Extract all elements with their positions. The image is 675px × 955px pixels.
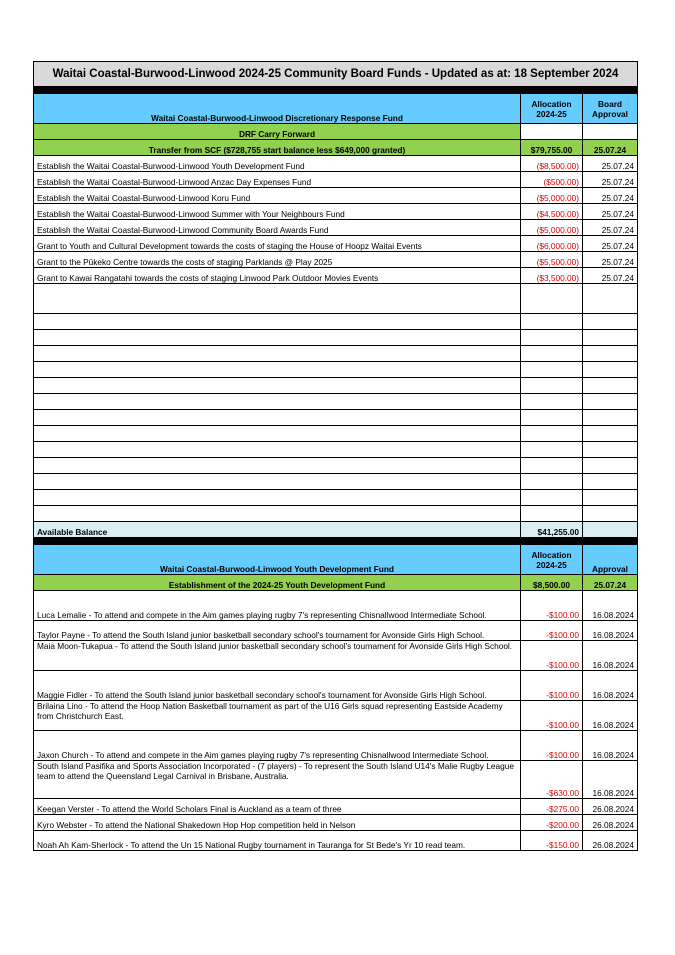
drf-row-desc: Grant to the Pūkeko Centre towards the costs of staging Parklands @ Play 2025 [34,252,521,268]
ydf-establish-label: Establishment of the 2024-25 Youth Development Fund [34,575,521,591]
drf-row-desc: Establish the Waitai Coastal-Burwood-Linwood Koru Fund [34,188,521,204]
blank-row [34,410,638,426]
drf-row-desc: Establish the Waitai Coastal-Burwood-Linwood Anzac Day Expenses Fund [34,172,521,188]
blank-row [34,490,638,506]
ydf-row-amount: -$100.00 [521,701,583,731]
blank-row [34,346,638,362]
ydf-row-desc: Brilaina Lino - To attend the Hoop Nation Basketball tournament as part of the U16 Girls squad representing Eastside Academy from Christchurch East. [34,701,521,731]
separator [34,87,638,94]
ydf-row-amount: -$100.00 [521,641,583,671]
drf-row [34,204,638,220]
ydf-alloc-label: Allocation 2024-25 [521,545,583,575]
funds-sheet [33,61,637,851]
ydf-row-date: 16.08.2024 [583,761,638,799]
ydf-row-amount: -$100.00 [521,621,583,641]
drf-available-label: Available Balance [34,522,521,538]
drf-row [34,252,638,268]
ydf-approval-label: Approval [583,545,638,575]
blank-row [34,314,638,330]
blank-row [34,442,638,458]
ydf-row [34,815,638,831]
blank-row [34,378,638,394]
ydf-row-date: 26.08.2024 [583,831,638,851]
ydf-row-date: 26.08.2024 [583,799,638,815]
drf-row-desc: Grant to Youth and Cultural Development towards the costs of staging the House of Hoopz Waitai Events [34,236,521,252]
drf-alloc-label: Allocation 2024-25 [521,94,583,124]
drf-row [34,268,638,284]
ydf-row-desc: Maggie Fidler - To attend the South Island junior basketball secondary school's tournament for Avonside Girls High School. [34,671,521,701]
ydf-heading: Waitai Coastal-Burwood-Linwood Youth Development Fund [34,545,521,575]
drf-row [34,172,638,188]
separator [34,538,638,545]
ydf-row-amount: -$200.00 [521,815,583,831]
drf-available-amount: $41,255.00 [521,522,583,538]
ydf-row [34,701,638,731]
ydf-establish-amount: $8,500.00 [521,575,583,591]
drf-row-date: 25.07.24 [583,252,638,268]
ydf-row-date: 16.08.2024 [583,621,638,641]
ydf-row [34,831,638,851]
blank-row [34,474,638,490]
ydf-row-desc: Jaxon Church - To attend and compete in the Aim games playing rugby 7's representing Chisnallwood Intermediate School. [34,731,521,761]
drf-row-date: 25.07.24 [583,268,638,284]
ydf-row [34,641,638,671]
drf-row-desc: Establish the Waitai Coastal-Burwood-Linwood Summer with Your Neighbours Fund [34,204,521,220]
drf-row-date: 25.07.24 [583,156,638,172]
ydf-header-row [34,545,638,575]
drf-row [34,156,638,172]
drf-transfer-row [34,140,638,156]
blank-row [34,506,638,522]
blank-row [34,330,638,346]
ydf-row-desc: Keegan Verster - To attend the World Scholars Final is Auckland as a team of three [34,799,521,815]
ydf-row-date: 16.08.2024 [583,641,638,671]
drf-heading: Waitai Coastal-Burwood-Linwood Discretionary Response Fund [34,94,521,124]
drf-row-desc: Establish the Waitai Coastal-Burwood-Linwood Community Board Awards Fund [34,220,521,236]
drf-rows [34,156,638,284]
drf-row-amount: ($500.00) [521,172,583,188]
drf-row-date: 25.07.24 [583,188,638,204]
drf-row-amount: ($5,000.00) [521,220,583,236]
drf-row-amount: ($8,500.00) [521,156,583,172]
drf-row-amount: ($5,000.00) [521,188,583,204]
drf-transfer-label: Transfer from SCF ($728,755 start balance less $649,000 granted) [34,140,521,156]
ydf-row-desc: Luca Lemalie - To attend and compete in the Aim games playing rugby 7's representing Chisnallwood Intermediate School. [34,591,521,621]
drf-blank-rows [34,284,638,522]
ydf-row-amount: -$100.00 [521,731,583,761]
drf-row-date: 25.07.24 [583,236,638,252]
blank-row [34,284,638,314]
drf-row-date: 25.07.24 [583,220,638,236]
blank-row [34,362,638,378]
drf-row-amount: ($6,000.00) [521,236,583,252]
drf-carry-forward: DRF Carry Forward [34,124,521,140]
ydf-row [34,671,638,701]
ydf-row-date: 26.08.2024 [583,815,638,831]
ydf-row-desc: Noah Ah Kam-Sherlock - To attend the Un 15 National Rugby tournament in Tauranga for St Bede's Yr 10 read team. [34,831,521,851]
ydf-row-desc: Taylor Payne - To attend the South Island junior basketball secondary school's tournament for Avonside Girls High School. [34,621,521,641]
drf-row-desc: Establish the Waitai Coastal-Burwood-Linwood Youth Development Fund [34,156,521,172]
title-row [34,62,638,87]
drf-row-date: 25.07.24 [583,172,638,188]
drf-transfer-amount: $79,755.00 [521,140,583,156]
page-title: Waitai Coastal-Burwood-Linwood 2024-25 Community Board Funds - Updated as at: 18 September 2024 [34,62,638,87]
ydf-row-amount: -$275.00 [521,799,583,815]
ydf-row [34,621,638,641]
drf-row-amount: ($4,500.00) [521,204,583,220]
drf-carry-forward-row [34,124,638,140]
ydf-row-date: 16.08.2024 [583,701,638,731]
drf-available-row [34,522,638,538]
drf-row-amount: ($3,500.00) [521,268,583,284]
ydf-establish-date: 25.07.24 [583,575,638,591]
drf-row-date: 25.07.24 [583,204,638,220]
ydf-row-date: 16.08.2024 [583,671,638,701]
ydf-row-desc: Kyro Webster - To attend the National Shakedown Hop Hop competition held in Nelson [34,815,521,831]
drf-transfer-date: 25.07.24 [583,140,638,156]
ydf-establish-row [34,575,638,591]
ydf-row-date: 16.08.2024 [583,731,638,761]
drf-row-desc: Grant to Kawai Rangatahi towards the costs of staging Linwood Park Outdoor Movies Events [34,268,521,284]
ydf-row [34,591,638,621]
ydf-row [34,731,638,761]
ydf-row [34,799,638,815]
ydf-row-date: 16.08.2024 [583,591,638,621]
ydf-row-amount: -$100.00 [521,671,583,701]
funds-table [33,61,638,851]
ydf-row-amount: -$100.00 [521,591,583,621]
blank-row [34,426,638,442]
drf-row-amount: ($5,500.00) [521,252,583,268]
ydf-row-amount: -$150.00 [521,831,583,851]
ydf-row-desc: Maia Moon-Tukapua - To attend the South Island junior basketball secondary school's tournament for Avonside Girls High School. [34,641,521,671]
drf-row [34,188,638,204]
drf-approval-label: Board Approval [583,94,638,124]
ydf-row-desc: South Island Pasifika and Sports Association Incorporated - (7 players) - To represent the South Island U14's Malie Rugby League team to attend the Queensland Legal Carnival in Brisbane, Australia. [34,761,521,799]
blank-row [34,458,638,474]
drf-row [34,220,638,236]
drf-header-row [34,94,638,124]
blank-row [34,394,638,410]
ydf-row [34,761,638,799]
ydf-row-amount: -$630.00 [521,761,583,799]
ydf-rows [34,591,638,851]
drf-row [34,236,638,252]
